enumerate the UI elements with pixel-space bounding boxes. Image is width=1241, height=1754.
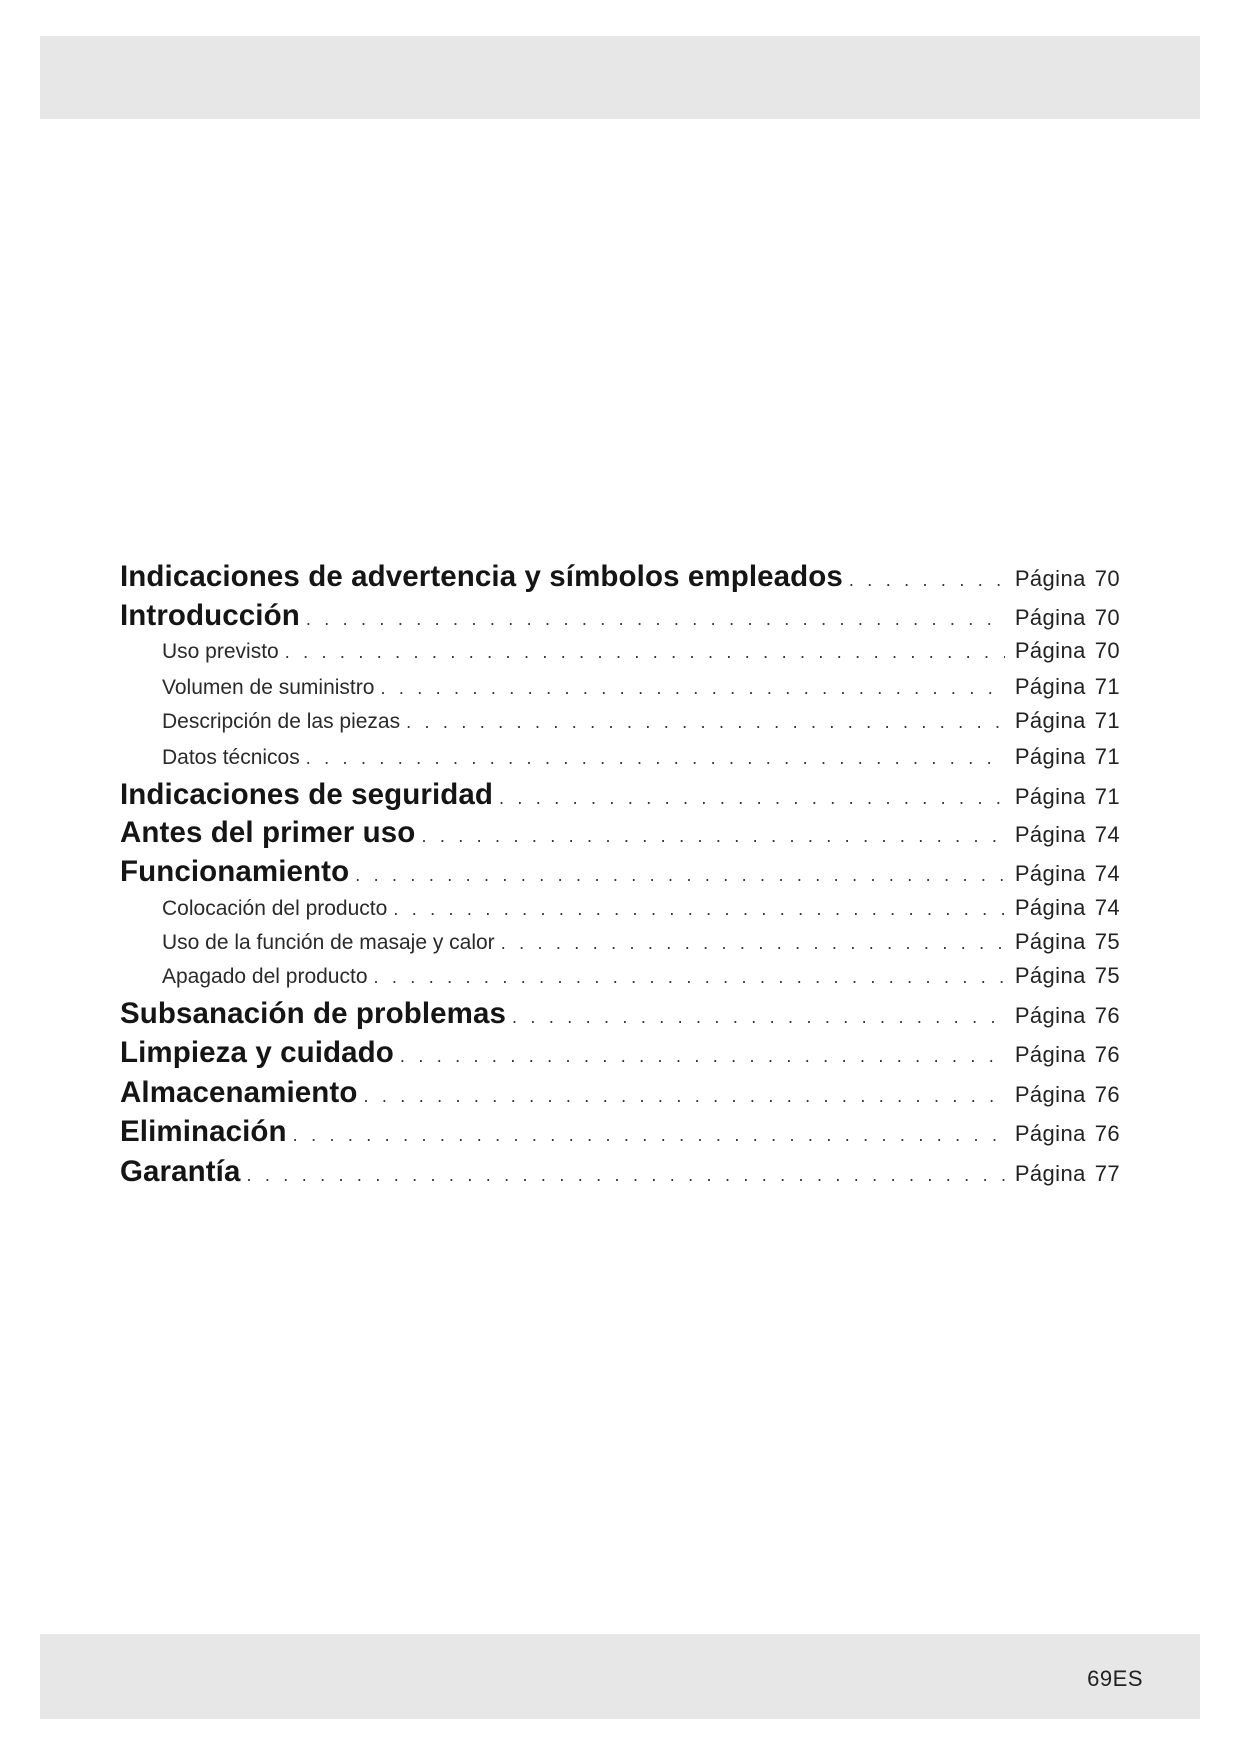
dot-leader <box>406 712 1005 733</box>
toc-entry-page: Página 71 <box>1014 784 1120 809</box>
toc-entry-title: Colocación del producto <box>162 897 388 920</box>
toc-entry-page: Página 71 <box>1014 744 1120 769</box>
toc-entry[interactable] <box>120 855 1120 889</box>
dot-leader <box>306 609 1005 630</box>
toc-entry[interactable] <box>120 638 1120 664</box>
toc-entry-title: Uso de la función de masaje y calor <box>162 931 495 954</box>
dot-leader <box>501 933 1005 954</box>
toc-entry-page: Página 76 <box>1014 1082 1120 1107</box>
header-band <box>40 36 1200 119</box>
dot-leader <box>421 826 1004 847</box>
toc-entry-page: Página 74 <box>1014 822 1120 847</box>
toc-entry-title: Introducción <box>120 599 300 632</box>
toc-entry-page: Página 74 <box>1014 895 1120 920</box>
toc-entry[interactable] <box>120 929 1120 955</box>
toc-entry-page: Página 70 <box>1014 566 1120 591</box>
toc-entry[interactable] <box>120 744 1120 770</box>
toc-entry-page: Página 77 <box>1014 1161 1120 1186</box>
dot-leader <box>849 570 1005 591</box>
page-number: 69ES <box>1087 1666 1143 1691</box>
toc-entry-page: Página 75 <box>1014 963 1120 988</box>
toc-entry-title: Volumen de suministro <box>162 676 375 699</box>
dot-leader <box>355 865 1005 886</box>
toc-entry-page: Página 76 <box>1014 1003 1120 1028</box>
toc-entry-page: Página 75 <box>1014 929 1120 954</box>
dot-leader <box>247 1165 1005 1186</box>
dot-leader <box>374 967 1005 988</box>
toc-entry[interactable] <box>120 599 1120 633</box>
toc-entry-title: Datos técnicos <box>162 746 300 769</box>
toc-entry-title: Uso previsto <box>162 640 279 663</box>
toc-entry-title: Garantía <box>120 1155 241 1188</box>
toc-entry[interactable] <box>120 674 1120 700</box>
dot-leader <box>512 1007 1005 1028</box>
dot-leader <box>499 788 1005 809</box>
toc-entry[interactable] <box>120 560 1120 594</box>
toc-entry-page: Página 76 <box>1014 1042 1120 1067</box>
toc-entry-title: Subsanación de problemas <box>120 997 507 1030</box>
toc-entry[interactable] <box>120 816 1120 850</box>
toc-entry-page: Página 70 <box>1014 605 1120 630</box>
dot-leader <box>393 899 1005 920</box>
toc-entry-title: Almacenamiento <box>120 1076 358 1109</box>
toc-entry[interactable] <box>120 1036 1120 1070</box>
toc-entry-title: Indicaciones de advertencia y símbolos empleados <box>120 560 843 593</box>
toc-entry-title: Funcionamiento <box>120 855 350 888</box>
dot-leader <box>363 1086 1004 1107</box>
toc-entry-page: Página 71 <box>1014 674 1120 699</box>
toc-entry-title: Limpieza y cuidado <box>120 1036 394 1069</box>
dot-leader <box>380 678 1004 699</box>
toc-entry-title: Eliminación <box>120 1115 287 1148</box>
toc-entry-title: Antes del primer uso <box>120 816 416 849</box>
toc-entry-page: Página 71 <box>1014 708 1120 733</box>
toc-entry-title: Apagado del producto <box>162 965 368 988</box>
toc-entry-page: Página 70 <box>1014 638 1120 663</box>
footer-band <box>40 1634 1200 1719</box>
toc-entry[interactable] <box>120 895 1120 921</box>
toc-entry-title: Indicaciones de seguridad <box>120 778 493 811</box>
toc-entry-page: Página 74 <box>1014 861 1120 886</box>
toc-entry-page: Página 76 <box>1014 1121 1120 1146</box>
toc-entry[interactable] <box>120 997 1120 1031</box>
dot-leader <box>293 1125 1005 1146</box>
dot-leader <box>306 748 1005 769</box>
dot-leader <box>400 1046 1005 1067</box>
dot-leader <box>285 642 1005 663</box>
toc-entry[interactable] <box>120 778 1120 812</box>
toc-entry[interactable] <box>120 1076 1120 1110</box>
toc-entry[interactable] <box>120 1155 1120 1189</box>
toc-entry[interactable] <box>120 708 1120 734</box>
toc-entry-title: Descripción de las piezas <box>162 710 401 733</box>
toc-entry[interactable] <box>120 963 1120 989</box>
toc-entry[interactable] <box>120 1115 1120 1149</box>
